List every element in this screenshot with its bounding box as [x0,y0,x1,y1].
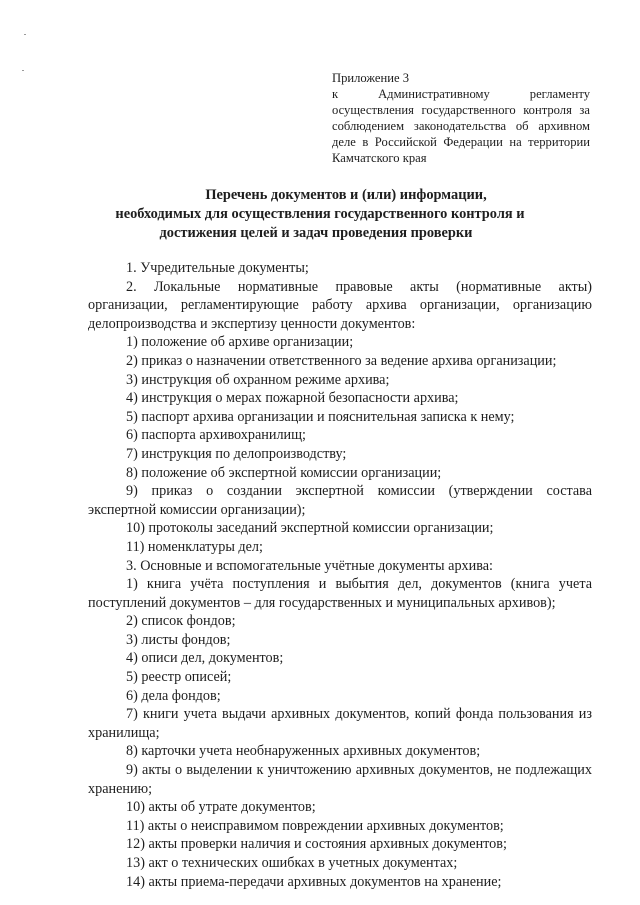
list-item: 1. Учредительные документы; [126,260,309,276]
appendix-line: Камчатского края [332,151,427,165]
list-item: 1) положение об архиве организации; [126,334,354,351]
list-item: 4) описи дел, документов; [126,650,284,667]
list-item: 12) акты проверки наличия и состояния архивных документов; [126,836,507,853]
appendix-line: соблюдением законодательства об архивном [332,119,590,133]
appendix-title: Приложение 3 [332,71,410,85]
list-item: 9) приказ о создании экспертной комиссии (утверждении состава экспертной комиссии организации); [88,483,592,518]
document-list [88,259,592,891]
document-title-line: достижения целей и задач проведения проверки [159,225,473,241]
list-item: 2) список фондов; [126,613,236,630]
list-item: 7) книги учета выдачи архивных документов, копий фонда пользования из хранилища; [88,706,592,741]
list-item: 10) акты об утрате документов; [126,799,316,816]
scan-speck [24,34,26,35]
list-item: 6) дела фондов; [126,687,221,704]
list-item: 5) реестр описей; [126,669,232,686]
list-item: 11) акты о неисправимом повреждении архивных документов; [126,817,504,834]
document-title-line: необходимых для осуществления государственного контроля и [115,206,525,222]
list-item: 13) акт о технических ошибках в учетных документах; [126,855,458,871]
scan-speck [22,70,24,71]
appendix-line: деле в Российской Федерации на территории [332,135,590,149]
list-item: 6) паспорта архивохранилищ; [126,427,306,444]
list-item: 3) листы фондов; [126,631,231,648]
list-item: 3. Основные и вспомогательные учётные документы архива: [126,557,493,574]
list-item: 2) приказ о назначении ответственного за ведение архива организации; [126,352,557,369]
list-item: 4) инструкция о мерах пожарной безопасности архива; [126,390,459,407]
list-item: 11) номенклатуры дел; [126,538,263,555]
list-item: 8) положение об экспертной комиссии организации; [126,464,442,481]
appendix-line: осуществления государственного контроля за [332,103,590,117]
list-item: 14) акты приема-передачи архивных документов на хранение; [126,873,502,890]
document-title-line: Перечень документов и (или) информации, [205,187,487,203]
appendix-line: к Административному регламенту [332,87,590,101]
list-item: 2. Локальные нормативные правовые акты (нормативные акты) организации, регламентирующие работу архива организации, организацию делопроизводства и экспертизу ценности документов: [88,278,592,332]
list-item: 8) карточки учета необнаруженных архивных документов; [126,743,481,760]
appendix-block [332,70,590,166]
list-item: 3) инструкция об охранном режиме архива; [126,371,390,388]
list-item: 9) акты о выделении к уничтожению архивных документов, не подлежащих хранению; [88,762,592,797]
list-item: 10) протоколы заседаний экспертной комиссии организации; [126,520,494,537]
document-title [100,186,540,243]
list-item: 5) паспорт архива организации и пояснительная записка к нему; [126,408,515,425]
list-item: 1) книга учёта поступления и выбытия дел, документов (книга учета поступлений документов – для государственных и муниципальных архивов); [88,576,592,611]
list-item: 7) инструкция по делопроизводству; [126,445,347,462]
